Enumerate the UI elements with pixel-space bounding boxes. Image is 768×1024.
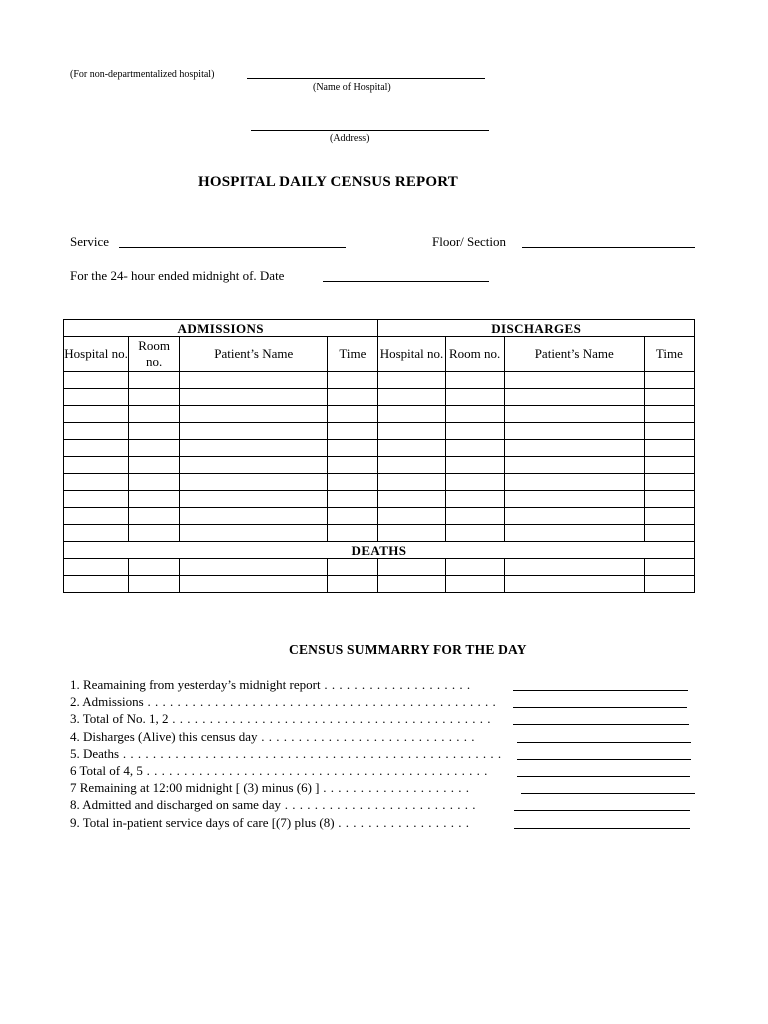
admissions-heading: ADMISSIONS: [64, 320, 378, 337]
death-cell[interactable]: [644, 559, 694, 576]
admission-discharge-cell[interactable]: [504, 423, 644, 440]
summary-item: [70, 815, 470, 832]
col-admission-room-no: Room no.: [129, 337, 180, 372]
admission-discharge-cell[interactable]: [504, 525, 644, 542]
admission-discharge-cell[interactable]: [180, 474, 328, 491]
admission-discharge-cell[interactable]: [64, 406, 129, 423]
death-cell[interactable]: [328, 576, 378, 593]
admission-discharge-cell[interactable]: [644, 372, 694, 389]
summary-item-label: 2. Admissions: [70, 694, 144, 710]
summary-item-label: 4. Disharges (Alive) this census day: [70, 728, 258, 744]
admission-discharge-row: [64, 457, 695, 474]
admission-discharge-cell[interactable]: [180, 525, 328, 542]
death-cell[interactable]: [129, 559, 180, 576]
admission-discharge-cell[interactable]: [180, 491, 328, 508]
summary-item: [70, 746, 502, 763]
admission-discharge-row: [64, 491, 695, 508]
death-cell[interactable]: [504, 576, 644, 593]
death-cell[interactable]: [328, 559, 378, 576]
summary-item-label: 1. Reamaining from yesterday’s midnight report: [70, 677, 321, 692]
admission-discharge-cell[interactable]: [644, 440, 694, 457]
admission-discharge-cell[interactable]: [644, 508, 694, 525]
admission-discharge-cell[interactable]: [129, 440, 180, 457]
col-admission-patient-name: Patient’s Name: [180, 337, 328, 372]
census-table: [63, 319, 695, 593]
death-row: [64, 559, 695, 576]
admission-discharge-cell[interactable]: [504, 389, 644, 406]
admission-discharge-row: [64, 406, 695, 423]
admission-discharge-cell[interactable]: [445, 389, 504, 406]
admission-discharge-cell[interactable]: [644, 491, 694, 508]
admission-discharge-cell[interactable]: [129, 508, 180, 525]
admission-discharge-cell[interactable]: [504, 457, 644, 474]
admission-discharge-row: [64, 423, 695, 440]
summary-item: [70, 797, 476, 814]
admission-discharge-cell[interactable]: [644, 423, 694, 440]
admission-discharge-cell[interactable]: [64, 491, 129, 508]
admission-discharge-cell[interactable]: [129, 525, 180, 542]
admission-discharge-cell[interactable]: [504, 372, 644, 389]
death-cell[interactable]: [445, 576, 504, 593]
admission-discharge-row: [64, 508, 695, 525]
summary-answer-line[interactable]: [521, 793, 695, 794]
summary-item-label: 8. Admitted and discharged on same day: [70, 797, 281, 813]
summary-item-label: 7 Remaining at 12:00 midnight [ (3) minus (6) ]: [70, 780, 320, 796]
summary-answer-line[interactable]: [514, 828, 690, 829]
summary-answer-line[interactable]: [513, 707, 687, 708]
summary-item: [70, 729, 475, 746]
admission-discharge-cell[interactable]: [64, 372, 129, 389]
summary-item-label: 9. Total in-patient service days of care [(7) plus (8): [70, 814, 335, 830]
admission-discharge-row: [64, 389, 695, 406]
floor-section-field-line[interactable]: [522, 247, 695, 248]
death-cell[interactable]: [180, 576, 328, 593]
admission-discharge-cell[interactable]: [328, 372, 378, 389]
summary-item-dots: . . . . . . . . . . . . . . . . . . . . . . . . . .: [280, 797, 476, 813]
admission-discharge-cell[interactable]: [644, 457, 694, 474]
admission-discharge-cell[interactable]: [378, 525, 445, 542]
admission-discharge-cell[interactable]: [180, 423, 328, 440]
admission-discharge-cell[interactable]: [328, 440, 378, 457]
summary-answer-line[interactable]: [517, 759, 691, 760]
summary-item-dots: . . . . . . . . . . . . . . . . . . . .: [319, 780, 470, 796]
summary-item: [70, 711, 491, 728]
admission-discharge-cell[interactable]: [445, 508, 504, 525]
summary-answer-line[interactable]: [513, 724, 689, 725]
summary-item: [70, 677, 471, 694]
admission-discharge-cell[interactable]: [644, 389, 694, 406]
admission-discharge-cell[interactable]: [378, 372, 445, 389]
death-cell[interactable]: [445, 559, 504, 576]
summary-answer-line[interactable]: [517, 742, 691, 743]
summary-item-label: 5. Deaths: [70, 745, 120, 761]
admission-discharge-cell[interactable]: [129, 457, 180, 474]
admission-discharge-cell[interactable]: [378, 491, 445, 508]
admission-discharge-cell[interactable]: [378, 508, 445, 525]
admission-discharge-cell[interactable]: [445, 440, 504, 457]
admission-discharge-cell[interactable]: [64, 457, 129, 474]
discharges-heading: DISCHARGES: [378, 320, 695, 337]
admission-discharge-row: [64, 474, 695, 491]
admission-discharge-cell[interactable]: [504, 474, 644, 491]
admission-discharge-cell[interactable]: [504, 406, 644, 423]
admission-discharge-cell[interactable]: [180, 406, 328, 423]
admission-discharge-cell[interactable]: [445, 491, 504, 508]
col-admission-time: Time: [328, 337, 378, 372]
admission-discharge-cell[interactable]: [129, 389, 180, 406]
admission-discharge-cell[interactable]: [129, 491, 180, 508]
admission-discharge-cell[interactable]: [378, 389, 445, 406]
admission-discharge-cell[interactable]: [445, 406, 504, 423]
admission-discharge-cell[interactable]: [445, 474, 504, 491]
death-cell[interactable]: [504, 559, 644, 576]
summary-item-label: 3. Total of No. 1, 2: [70, 711, 169, 727]
hospital-name-line[interactable]: [247, 78, 485, 79]
admission-discharge-cell[interactable]: [644, 474, 694, 491]
col-discharge-hospital-no: Hospital no.: [378, 337, 445, 372]
admission-discharge-cell[interactable]: [378, 406, 445, 423]
death-cell[interactable]: [378, 576, 445, 593]
death-cell[interactable]: [64, 559, 129, 576]
admission-discharge-cell[interactable]: [180, 457, 328, 474]
admission-discharge-cell[interactable]: [64, 423, 129, 440]
col-discharge-time: Time: [644, 337, 694, 372]
summary-answer-line[interactable]: [513, 690, 688, 691]
admission-discharge-cell[interactable]: [129, 423, 180, 440]
death-cell[interactable]: [129, 576, 180, 593]
admission-discharge-cell[interactable]: [328, 491, 378, 508]
death-cell[interactable]: [378, 559, 445, 576]
address-line[interactable]: [251, 130, 489, 131]
admission-discharge-cell[interactable]: [504, 491, 644, 508]
col-admission-hospital-no: Hospital no.: [64, 337, 129, 372]
admission-discharge-cell[interactable]: [180, 508, 328, 525]
admission-discharge-cell[interactable]: [64, 508, 129, 525]
floor-section-label: Floor/ Section: [432, 234, 507, 249]
admission-discharge-cell[interactable]: [378, 474, 445, 491]
death-cell[interactable]: [644, 576, 694, 593]
admission-discharge-cell[interactable]: [180, 389, 328, 406]
admission-discharge-cell[interactable]: [378, 423, 445, 440]
admission-discharge-cell[interactable]: [328, 525, 378, 542]
admission-discharge-cell[interactable]: [378, 457, 445, 474]
summary-item-dots: . . . . . . . . . . . . . . . . . .: [334, 814, 470, 830]
admission-discharge-cell[interactable]: [328, 423, 378, 440]
admission-discharge-cell[interactable]: [328, 508, 378, 525]
report-title: HOSPITAL DAILY CENSUS REPORT: [198, 174, 458, 190]
service-label: Service: [70, 234, 109, 249]
admission-discharge-cell[interactable]: [445, 457, 504, 474]
admission-discharge-cell[interactable]: [64, 474, 129, 491]
admission-discharge-cell[interactable]: [445, 372, 504, 389]
summary-item-dots: . . . . . . . . . . . . . . . . . . . .: [320, 677, 471, 692]
summary-item-dots: . . . . . . . . . . . . . . . . . . . . . . . . . . . . . . . . . . . . . . . . . . . . . . . . . . .: [119, 745, 502, 761]
admission-discharge-row: [64, 372, 695, 389]
summary-item-dots: . . . . . . . . . . . . . . . . . . . . . . . . . . . . .: [257, 728, 476, 744]
admission-discharge-cell[interactable]: [328, 389, 378, 406]
admission-discharge-cell[interactable]: [644, 525, 694, 542]
admission-discharge-cell[interactable]: [328, 457, 378, 474]
summary-answer-line[interactable]: [514, 810, 690, 811]
admission-discharge-cell[interactable]: [445, 423, 504, 440]
admission-discharge-cell[interactable]: [445, 525, 504, 542]
death-cell[interactable]: [180, 559, 328, 576]
summary-item: [70, 694, 496, 711]
summary-item-dots: . . . . . . . . . . . . . . . . . . . . . . . . . . . . . . . . . . . . . . . . . . . . . . .: [143, 694, 497, 710]
admission-discharge-row: [64, 525, 695, 542]
deaths-heading: DEATHS: [64, 542, 695, 559]
summary-title: CENSUS SUMMARRY FOR THE DAY: [289, 642, 527, 657]
summary-answer-line[interactable]: [517, 776, 690, 777]
admission-discharge-cell[interactable]: [644, 406, 694, 423]
admission-discharge-row: [64, 440, 695, 457]
admission-discharge-cell[interactable]: [64, 440, 129, 457]
admission-discharge-cell[interactable]: [180, 440, 328, 457]
admission-discharge-cell[interactable]: [504, 508, 644, 525]
date-field-line[interactable]: [323, 281, 489, 282]
admission-discharge-cell[interactable]: [328, 406, 378, 423]
death-cell[interactable]: [64, 576, 129, 593]
address-caption: (Address): [330, 133, 370, 144]
summary-item-dots: . . . . . . . . . . . . . . . . . . . . . . . . . . . . . . . . . . . . . . . . . . .: [168, 711, 492, 727]
service-field-line[interactable]: [119, 247, 346, 248]
admission-discharge-cell[interactable]: [129, 474, 180, 491]
col-discharge-room-no: Room no.: [445, 337, 504, 372]
admission-discharge-cell[interactable]: [504, 440, 644, 457]
summary-item: [70, 763, 488, 780]
admission-discharge-cell[interactable]: [129, 372, 180, 389]
date-label: For the 24- hour ended midnight of. Date: [70, 268, 285, 283]
hospital-name-caption: (Name of Hospital): [313, 82, 391, 93]
summary-item-label: 6 Total of 4, 5: [70, 763, 143, 778]
admission-discharge-cell[interactable]: [328, 474, 378, 491]
admission-discharge-cell[interactable]: [129, 406, 180, 423]
admission-discharge-cell[interactable]: [64, 389, 129, 406]
summary-item: [70, 780, 470, 797]
col-discharge-patient-name: Patient’s Name: [504, 337, 644, 372]
admission-discharge-cell[interactable]: [64, 525, 129, 542]
summary-item-dots: . . . . . . . . . . . . . . . . . . . . . . . . . . . . . . . . . . . . . . . . . . . . . .: [142, 763, 488, 778]
admission-discharge-cell[interactable]: [378, 440, 445, 457]
death-row: [64, 576, 695, 593]
non-departmentalized-note: (For non-departmentalized hospital): [70, 69, 215, 80]
admission-discharge-cell[interactable]: [180, 372, 328, 389]
